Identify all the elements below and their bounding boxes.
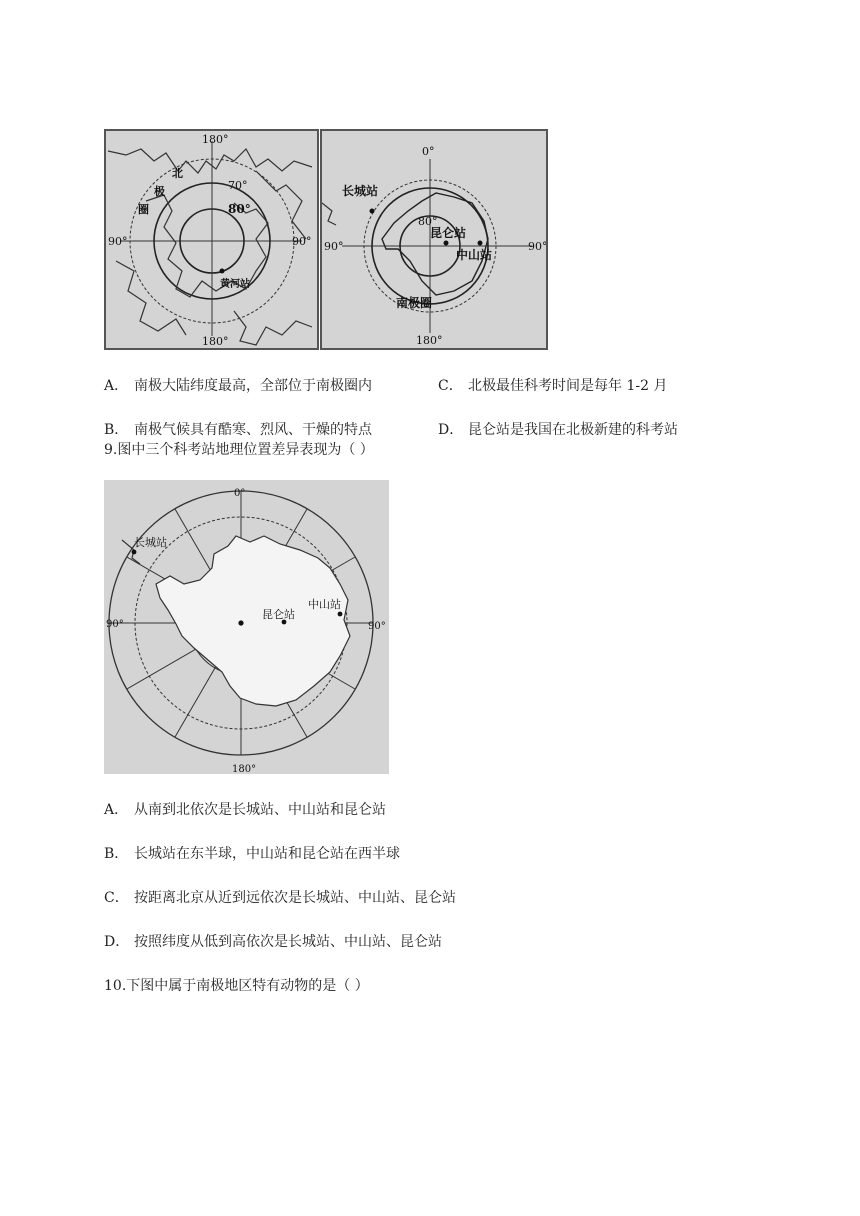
q9-zhongshan-dot [338,612,343,617]
q9-pole-dot [238,620,243,625]
antarctic-lon-top: 0° [422,145,435,158]
arctic-map-svg [106,131,317,348]
option-text: 南极气候具有酷寒、烈风、干燥的特点 [134,422,372,438]
antarctic-zhongshan-label: 中山站 [456,248,493,262]
q9-antarctica-coast [156,536,350,706]
antarctic-map-svg [322,131,546,348]
antarctic-kunlun-dot [444,241,449,246]
antarctic-lon-bottom: 180° [416,334,443,347]
antarctic-kunlun-label: 昆仑站 [430,226,467,240]
arctic-coast-bottom [234,311,312,345]
antarctic-lat-80: 80° [418,215,438,228]
antarctic-great-wall-dot [370,209,375,214]
arctic-lon-left: 90° [108,235,128,248]
q9-stem: 9.图中三个科考站地理位置差异表现为（ ） [104,442,374,458]
q9-lon-right: 90° [368,621,386,632]
q8-option-c [438,375,667,395]
q9-option-c [104,887,456,907]
antarctic-circle-label: 南极圈 [396,296,433,310]
antarctic-lon-left: 90° [324,240,344,253]
option-text: 按照纬度从低到高依次是长城站、中山站、昆仑站 [134,934,442,950]
antarctic-map [320,129,548,350]
q8-option-b [104,419,372,439]
option-letter: B． [104,846,129,862]
q9-lon-left: 90° [106,619,124,630]
option-letter: C． [438,378,463,394]
arctic-circle-label-1: 北 [172,167,183,180]
q8-option-d [438,419,678,439]
south-america-tip [322,203,336,225]
q9-lon-bottom: 180° [232,764,257,774]
q9-map-svg [104,480,389,774]
option-letter: A． [104,378,129,394]
q8-option-a [104,375,372,395]
q9-kunlun-label: 昆仑站 [262,608,295,621]
q10-stem: 10.下图中属于南极地区特有动物的是（ ） [104,978,369,994]
option-text: 昆仑站是我国在北极新建的科考站 [468,422,678,438]
option-letter: D． [438,422,464,438]
arctic-lon-bottom: 180° [202,335,229,348]
antarctica-coast [382,193,488,295]
option-text: 按距离北京从近到远依次是长城站、中山站、昆仑站 [134,890,456,906]
option-text: 南极大陆纬度最高，全部位于南极圈内 [134,378,372,394]
option-letter: A． [104,802,129,818]
q9-great-wall-dot [132,550,137,555]
q9-lon-top: 0° [234,488,246,499]
arctic-map [104,129,319,350]
antarctic-zhongshan-dot [478,241,483,246]
arctic-lat-80: 80° [228,202,251,216]
arctic-lon-top: 180° [202,133,229,146]
arctic-lat-70: 70° [228,179,248,192]
antarctic-great-wall-label: 长城站 [342,184,379,198]
option-text: 长城站在东半球，中山站和昆仑站在西半球 [134,846,400,862]
q9-antarctic-map [104,480,389,774]
antarctic-lon-right: 90° [528,240,546,253]
option-letter: C． [104,890,129,906]
q9-option-d [104,931,442,951]
option-text: 北极最佳科考时间是每年 1-2 月 [468,378,668,394]
option-text: 从南到北依次是长城站、中山站和昆仑站 [134,802,386,818]
arctic-station-label: 黄河站 [220,279,250,290]
q9-option-a [104,799,386,819]
q9-great-wall-label: 长城站 [134,536,167,549]
arctic-station-dot [220,269,225,274]
option-letter: D． [104,934,130,950]
arctic-circle-label-2: 极 [154,185,165,198]
q9-zhongshan-label: 中山站 [308,598,341,611]
option-letter: B． [104,422,129,438]
arctic-lon-right: 90° [292,235,312,248]
arctic-circle-label-3: 圈 [138,203,149,216]
q9-option-b [104,843,400,863]
arctic-coast-left [116,261,186,335]
arctic-coast-top [108,149,312,173]
